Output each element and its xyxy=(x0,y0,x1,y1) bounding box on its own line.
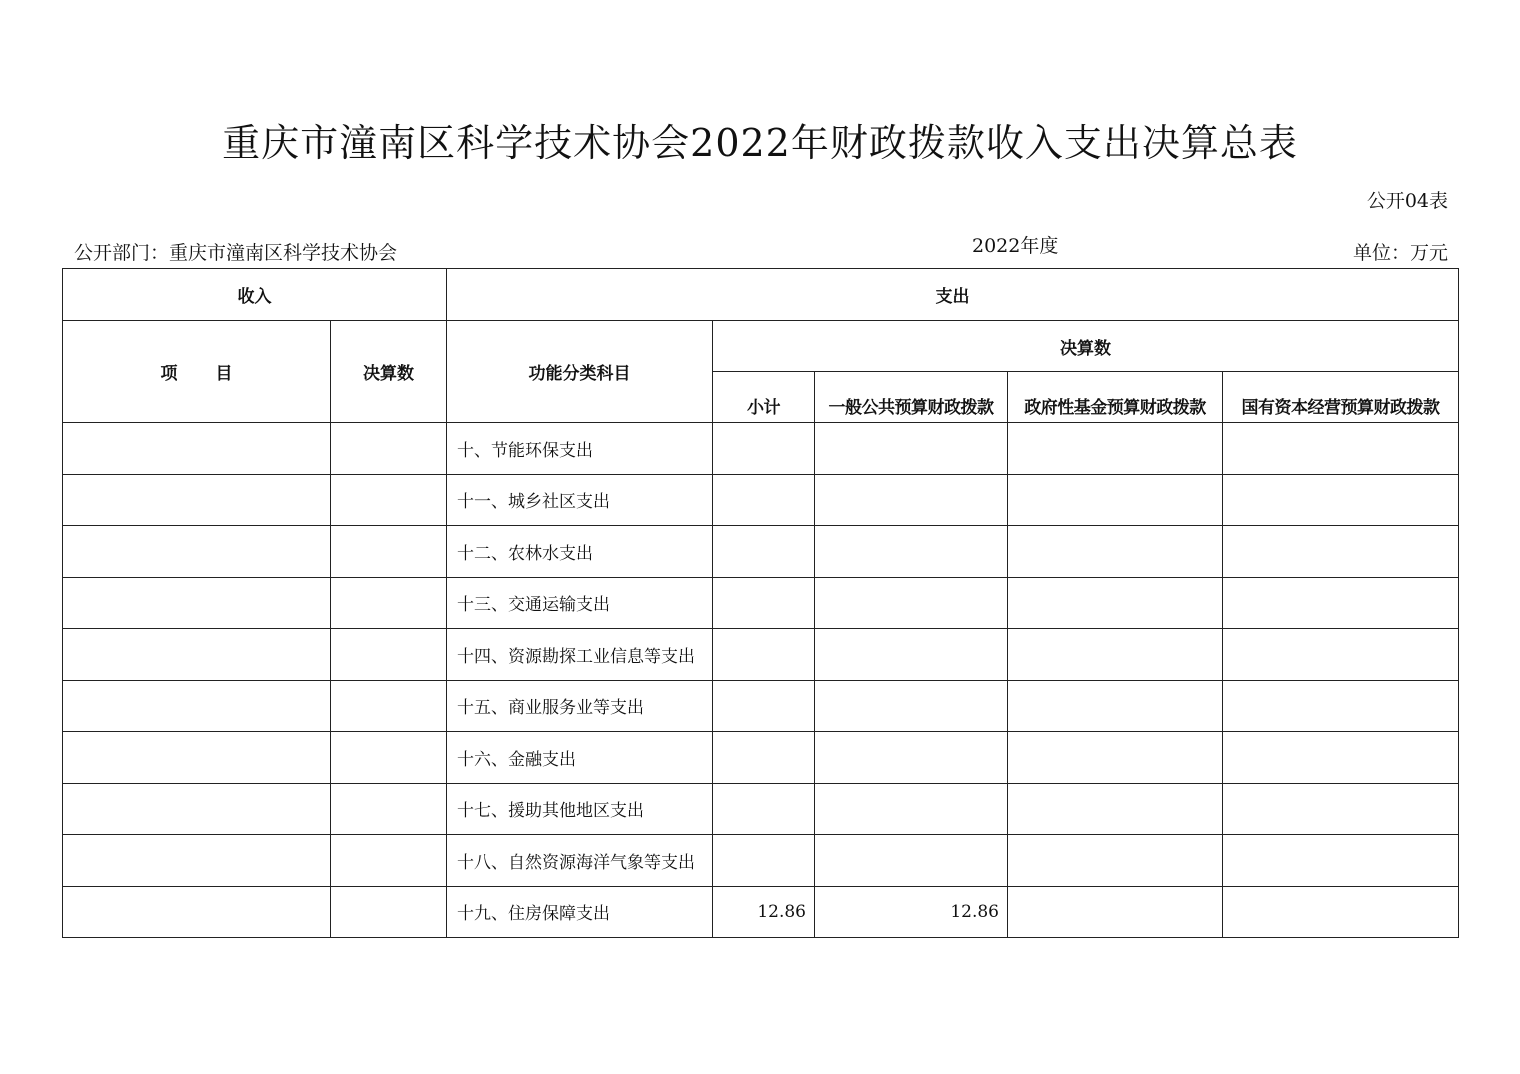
general-budget-cell xyxy=(815,783,1008,835)
category-cell: 十五、商业服务业等支出 xyxy=(447,680,713,732)
header-row-1 xyxy=(63,269,1459,321)
income-amount-cell xyxy=(331,629,447,681)
general-budget-cell xyxy=(815,474,1008,526)
state-capital-header: 国有资本经营预算财政拨款 xyxy=(1223,372,1459,423)
income-amount-cell xyxy=(331,577,447,629)
page-title: 重庆市潼南区科学技术协会2022年财政拨款收入支出决算总表 xyxy=(222,121,1298,165)
income-item-cell xyxy=(63,474,331,526)
subtotal-header: 小计 xyxy=(713,372,815,423)
gov-fund-cell xyxy=(1008,732,1223,784)
state-capital-cell xyxy=(1223,680,1459,732)
expense-header: 支出 xyxy=(447,269,1459,321)
subtotal-cell xyxy=(713,835,815,887)
table-row xyxy=(63,835,1459,887)
subtotal-cell xyxy=(713,423,815,475)
general-budget-cell xyxy=(815,680,1008,732)
state-capital-cell xyxy=(1223,732,1459,784)
table-row xyxy=(63,886,1459,938)
subtotal-cell: 12.86 xyxy=(713,886,815,938)
income-amount-header: 决算数 xyxy=(331,321,447,423)
state-capital-cell xyxy=(1223,577,1459,629)
state-capital-cell xyxy=(1223,474,1459,526)
category-cell: 十、节能环保支出 xyxy=(447,423,713,475)
subtotal-cell xyxy=(713,526,815,578)
subtotal-cell xyxy=(713,680,815,732)
gov-fund-cell xyxy=(1008,835,1223,887)
general-budget-cell xyxy=(815,526,1008,578)
table-row xyxy=(63,577,1459,629)
item-header xyxy=(63,321,331,423)
general-budget-cell xyxy=(815,423,1008,475)
income-item-cell xyxy=(63,732,331,784)
general-budget-cell xyxy=(815,577,1008,629)
income-item-cell xyxy=(63,680,331,732)
state-capital-cell xyxy=(1223,526,1459,578)
income-amount-cell xyxy=(331,886,447,938)
income-amount-cell xyxy=(331,680,447,732)
table-row xyxy=(63,423,1459,475)
category-cell: 十九、住房保障支出 xyxy=(447,886,713,938)
income-item-cell xyxy=(63,886,331,938)
final-amount-header: 决算数 xyxy=(713,321,1459,372)
category-cell: 十一、城乡社区支出 xyxy=(447,474,713,526)
general-budget-cell xyxy=(815,835,1008,887)
budget-table xyxy=(62,268,1459,938)
category-cell: 十七、援助其他地区支出 xyxy=(447,783,713,835)
department-label: 公开部门：重庆市潼南区科学技术协会 xyxy=(74,242,398,264)
state-capital-cell xyxy=(1223,835,1459,887)
table-row xyxy=(63,783,1459,835)
unit-label: 单位：万元 xyxy=(1352,242,1448,264)
income-amount-cell xyxy=(331,526,447,578)
general-budget-cell xyxy=(815,732,1008,784)
income-header: 收入 xyxy=(63,269,447,321)
category-cell: 十三、交通运输支出 xyxy=(447,577,713,629)
fiscal-year-label: 2022年度 xyxy=(972,235,1059,257)
gov-fund-cell xyxy=(1008,526,1223,578)
form-number: 公开04表 xyxy=(1366,190,1448,212)
table-row xyxy=(63,732,1459,784)
subtotal-cell xyxy=(713,629,815,681)
income-item-cell xyxy=(63,835,331,887)
table-row xyxy=(63,629,1459,681)
item-header-text: 项目 xyxy=(160,364,271,384)
table-row xyxy=(63,680,1459,732)
gov-fund-cell xyxy=(1008,680,1223,732)
income-item-cell xyxy=(63,423,331,475)
table-row xyxy=(63,526,1459,578)
category-cell: 十六、金融支出 xyxy=(447,732,713,784)
state-capital-cell xyxy=(1223,629,1459,681)
subtotal-cell xyxy=(713,732,815,784)
category-cell: 十二、农林水支出 xyxy=(447,526,713,578)
gov-fund-cell xyxy=(1008,577,1223,629)
income-amount-cell xyxy=(331,474,447,526)
income-item-cell xyxy=(63,629,331,681)
gov-fund-cell xyxy=(1008,474,1223,526)
gov-fund-cell xyxy=(1008,423,1223,475)
subtotal-cell xyxy=(713,783,815,835)
category-cell: 十四、资源勘探工业信息等支出 xyxy=(447,629,713,681)
gov-fund-cell xyxy=(1008,886,1223,938)
gov-fund-cell xyxy=(1008,629,1223,681)
income-amount-cell xyxy=(331,783,447,835)
subtotal-cell xyxy=(713,577,815,629)
income-amount-cell xyxy=(331,732,447,784)
gov-fund-cell xyxy=(1008,783,1223,835)
header-row-2 xyxy=(63,321,1459,372)
general-budget-cell: 12.86 xyxy=(815,886,1008,938)
income-item-cell xyxy=(63,526,331,578)
income-item-cell xyxy=(63,783,331,835)
general-budget-header: 一般公共预算财政拨款 xyxy=(815,372,1008,423)
general-budget-cell xyxy=(815,629,1008,681)
function-category-header: 功能分类科目 xyxy=(447,321,713,423)
income-amount-cell xyxy=(331,835,447,887)
income-amount-cell xyxy=(331,423,447,475)
state-capital-cell xyxy=(1223,423,1459,475)
category-cell: 十八、自然资源海洋气象等支出 xyxy=(447,835,713,887)
income-item-cell xyxy=(63,577,331,629)
state-capital-cell xyxy=(1223,783,1459,835)
state-capital-cell xyxy=(1223,886,1459,938)
subtotal-cell xyxy=(713,474,815,526)
gov-fund-header: 政府性基金预算财政拨款 xyxy=(1008,372,1223,423)
table-row xyxy=(63,474,1459,526)
